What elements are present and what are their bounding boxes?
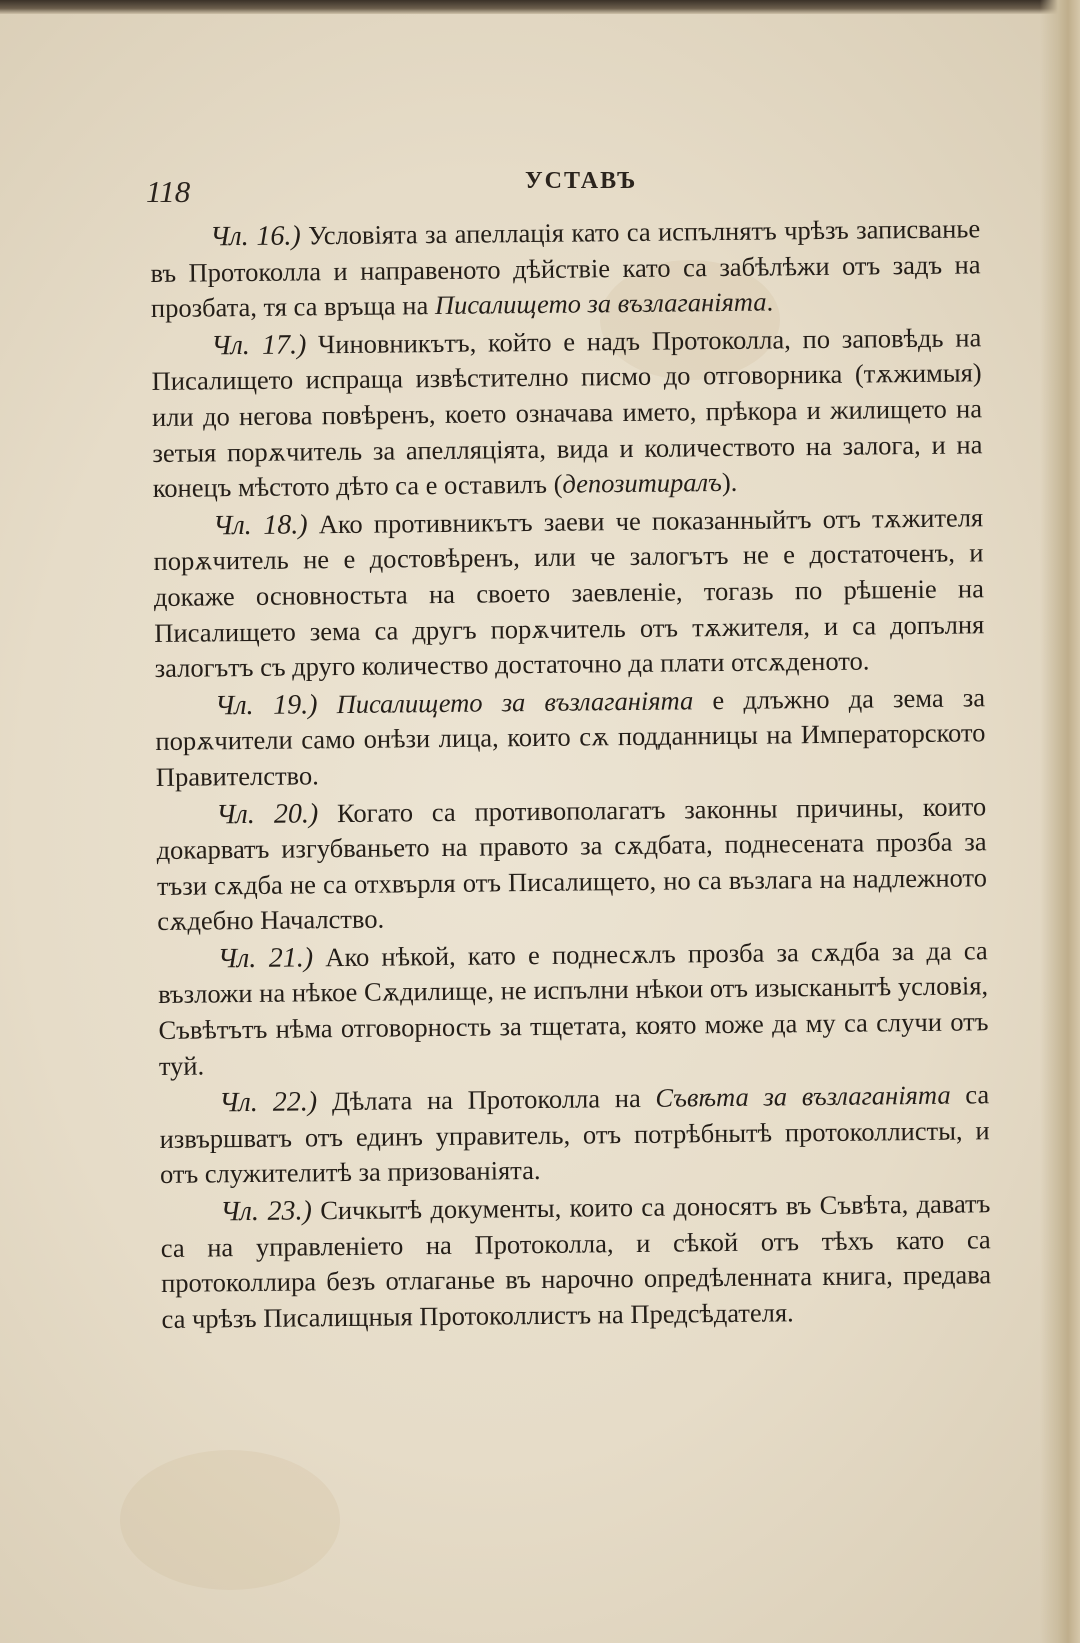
article-text: Чиновникътъ, който е надъ Протоколла, по заповѣдь на Писалището испраща извѣстително писмо до отговорника (тѫжимыя) или до негова повѣренъ, което означава името, прѣкора и жилището на зетыя порѫчитель за апелляціята, вида и количеството на залога, и на конецъ мѣстото дѣто са е оставилъ ( xyxy=(151,322,983,504)
article-22 xyxy=(159,1078,990,1193)
article-italic-text: Писалището за възлаганіята xyxy=(434,286,767,321)
page-number: 118 xyxy=(146,174,191,209)
article-text: Когато са противополагатъ законны причины, които докарватъ изгубваньето на правото за сѫдбата, поднесената прозба за тъзи сѫдба не са отхвърля отъ Писалището, но са възлага на надлежното сѫдебно Началство. xyxy=(156,790,988,937)
article-label: Чл. 20.) xyxy=(216,797,319,830)
page-right-edge xyxy=(1040,0,1080,1643)
article-text: Ако нѣкой, като е поднесѫлъ прозба за сѫдба за да са възложи на нѣкое Сѫдилище, не испълни нѣкои отъ изысканытѣ условія, Съвѣтътъ нѣма отговорность за тщетата, която може да му са случи отъ туй. xyxy=(157,935,989,1081)
article-20 xyxy=(156,789,987,940)
article-italic-text: депозитиралъ xyxy=(562,467,723,499)
article-label: Чл. 21.) xyxy=(217,942,314,975)
paper-stain xyxy=(120,1450,340,1590)
article-italic-text: Писалището за възлаганіята xyxy=(336,685,694,719)
page-header xyxy=(140,168,970,218)
running-title: УСТАВЪ xyxy=(525,168,638,194)
article-tail: са извършватъ отъ единъ управитель, отъ потрѣбнытѣ протоколлисты, и отъ служителитѣ за призованіята. xyxy=(159,1079,990,1190)
article-18 xyxy=(153,500,985,687)
article-label: Чл. 22.) xyxy=(219,1086,318,1119)
article-tail: ). xyxy=(721,467,738,498)
body-text xyxy=(150,211,992,1337)
article-label: Чл. 18.) xyxy=(213,509,308,542)
article-label: Чл. 16.) xyxy=(210,220,301,253)
page-top-edge xyxy=(0,0,1080,14)
article-text: Условіята за апеллація като са испълнятъ чрѣзъ записванье въ Протоколла и направеното дѣйствіе като са забѣлѣжи отъ задъ на прозбата, тя са връща на xyxy=(150,213,981,324)
article-19 xyxy=(155,680,986,795)
article-label: Чл. 17.) xyxy=(211,329,307,362)
article-label: Чл. 23.) xyxy=(220,1195,313,1228)
article-23 xyxy=(160,1186,991,1337)
article-17 xyxy=(151,320,983,507)
article-label: Чл. 19.) xyxy=(214,688,318,722)
article-21 xyxy=(158,933,989,1084)
article-16 xyxy=(150,211,981,326)
article-text: Сичкытѣ документы, които са доносятъ въ Съвѣта, даватъ са на управленіето на Протоколла, и сѣкой отъ тѣхъ като са протоколлира безъ отлаганье въ нарочно опредѣленната книга, предава са чрѣзъ Писалищныя Протоколлистъ на Предсѣдателя. xyxy=(160,1188,992,1334)
article-text: Дѣлата на Протоколла на xyxy=(317,1083,656,1117)
article-text: Ако противникътъ заеви че показанныйтъ отъ тѫжителя порѫчитель не е достовѣренъ, или че залогътъ не е достаточенъ, и докаже основностьта на своето заевленіе, тогазь по рѣшеніе на Писалището зема са другъ порѫчитель отъ тѫжителя, и са допълня залогътъ съ друго количество достаточно да плати отсѫденото. xyxy=(153,502,985,684)
article-italic-text: Съвѣта за възлаганіята xyxy=(655,1079,951,1114)
article-tail: е длъжно да зема за порѫчители само онѣзи лица, които сѫ подданницы на Императорското Правителство. xyxy=(155,682,986,792)
article-tail: . xyxy=(766,286,774,317)
article-text xyxy=(317,689,336,719)
